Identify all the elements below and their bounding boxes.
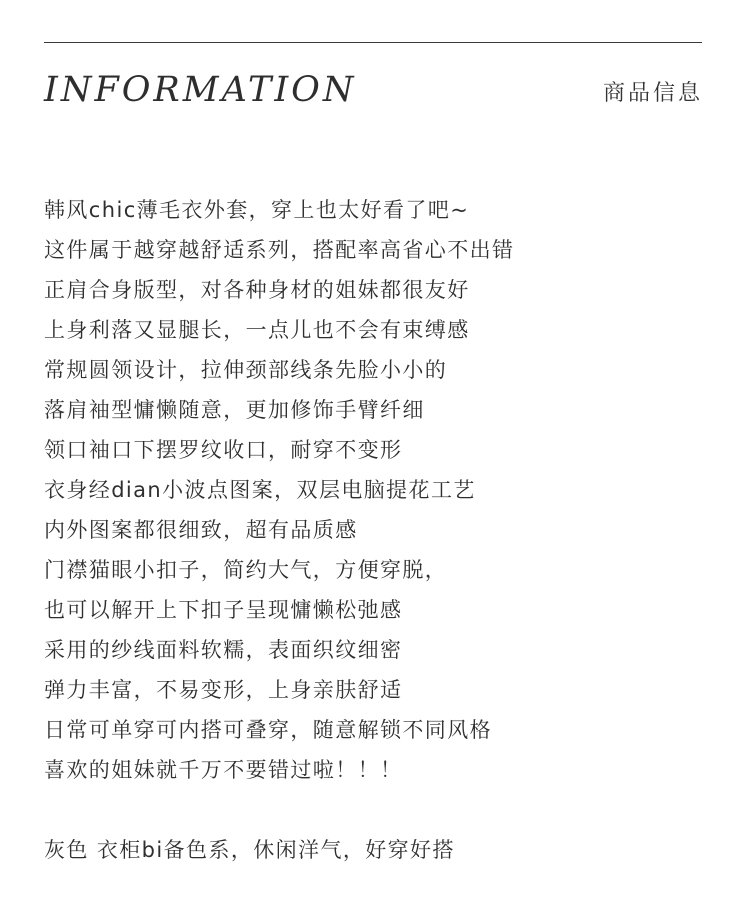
- description-line: 上身利落又显腿长，一点儿也不会有束缚感: [44, 318, 470, 342]
- description-line: 这件属于越穿越舒适系列，搭配率高省心不出错: [44, 238, 515, 262]
- description-line: 韩风chic薄毛衣外套，穿上也太好看了吧~: [44, 198, 470, 222]
- description-line: 也可以解开上下扣子呈现慵懒松弛感: [44, 598, 403, 622]
- description-line: 落肩袖型慵懒随意，更加修饰手臂纤细: [44, 398, 425, 422]
- description-line: 领口袖口下摆罗纹收口，耐穿不变形: [44, 438, 403, 462]
- description-line: 门襟猫眼小扣子，简约大气，方便穿脱，: [44, 558, 448, 582]
- description-line: 正肩合身版型，对各种身材的姐妹都很友好: [44, 278, 470, 302]
- product-description: [44, 190, 714, 870]
- color-note: 灰色 衣柜bi备色系，休闲洋气，好穿好搭: [44, 838, 455, 862]
- description-line: 喜欢的姐妹就千万不要错过啦！！！: [44, 758, 403, 782]
- description-line: 衣身经dian小波点图案，双层电脑提花工艺: [44, 478, 476, 502]
- spacer: [44, 790, 714, 830]
- description-line: 弹力丰富，不易变形，上身亲肤舒适: [44, 678, 403, 702]
- top-divider: [44, 42, 702, 43]
- description-line: 内外图案都很细致，超有品质感: [44, 518, 358, 542]
- section-subtitle: 商品信息: [602, 81, 703, 106]
- description-line: 日常可单穿可内搭可叠穿，随意解锁不同风格: [44, 718, 492, 742]
- section-title: INFORMATION: [44, 70, 357, 110]
- description-line: 常规圆领设计，拉伸颈部线条先脸小小的: [44, 358, 448, 382]
- description-line: 采用的纱线面料软糯，表面织纹细密: [44, 638, 403, 662]
